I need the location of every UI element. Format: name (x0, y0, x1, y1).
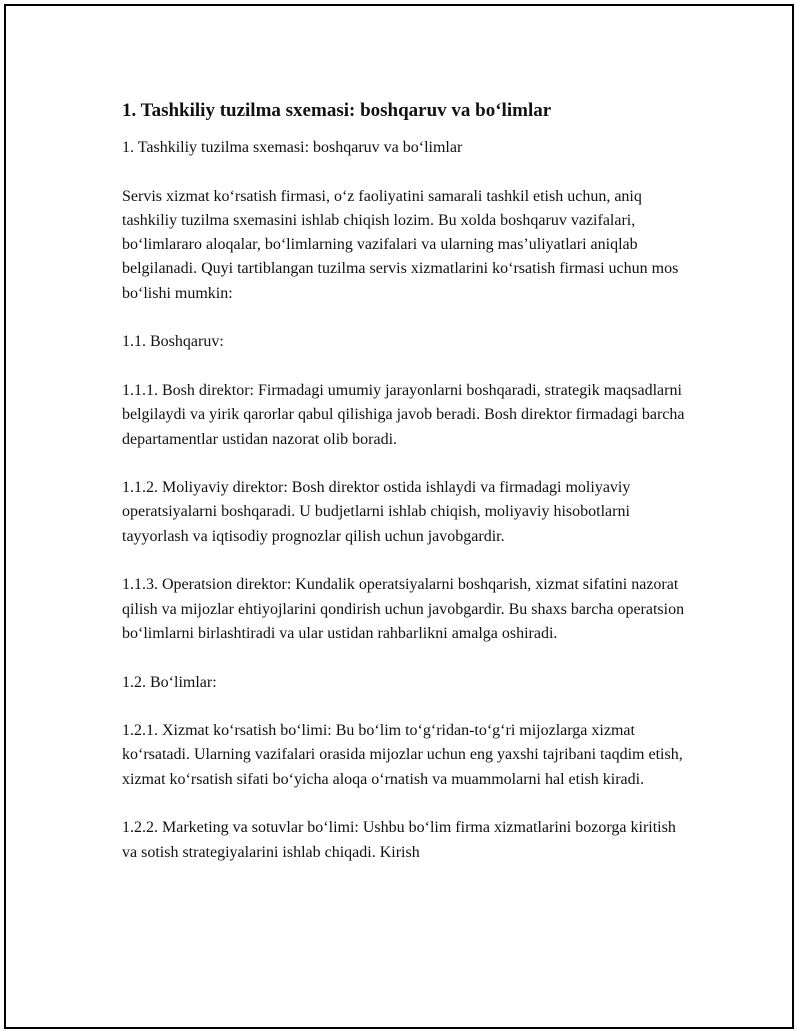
paragraph-bosh-direktor: 1.1.1. Bosh direktor: Firmadagi umumiy jarayonlarni boshqaradi, strategik maqsadlarni belgilaydi va yirik qarorlar qabul qilishiga javob beradi. Bosh direktor firmadagi barcha departamentlar ustidan nazorat olib boradi. (122, 381, 685, 448)
section-heading-boshqaruv: 1.1. Boshqaruv: (122, 333, 224, 351)
section-heading-bolimlar: 1.2. Bo‘limlar: (122, 673, 217, 691)
paragraph-operatsion-direktor: 1.1.3. Operatsion direktor: Kundalik operatsiyalarni boshqarish, xizmat sifatini nazorat qilish va mijozlar ehtiyojlarini qondirish uchun javobgardir. Bu shaxs barcha operatsion bo‘limlarni birlashtiradi va ular ustidan rahbarlikni amalga oshiradi. (122, 576, 685, 642)
paragraph-xizmat-korsatish: 1.2.1. Xizmat ko‘rsatish bo‘limi: Bu bo‘lim to‘g‘ridan-to‘g‘ri mijozlarga xizmat ko‘rsatadi. Ularning vazifalari orasida mijozlar uchun eng yaxshi tajribani taqdim etish, xizmat ko‘rsatish sifati bo‘yicha aloqa o‘rnatish va muammolarni hal etish kiradi. (122, 722, 683, 788)
document-heading: 1. Tashkiliy tuzilma sxemasi: boshqaruv va bo‘limlar (122, 100, 552, 121)
document-body (122, 98, 694, 889)
paragraph-title-repeat: 1. Tashkiliy tuzilma sxemasi: boshqaruv va bo‘limlar (122, 139, 463, 156)
paragraph-marketing: 1.2.2. Marketing va sotuvlar bo‘limi: Ushbu bo‘lim firma xizmatlarini bozorga kiritish va sotish strategiyalarini ishlab chiqadi. Kirish (122, 819, 676, 861)
page-frame (4, 4, 794, 1029)
paragraph-intro: Servis xizmat ko‘rsatish firmasi, o‘z faoliyatini samarali tashkil etish uchun, aniq tashkiliy tuzilma sxemasini ishlab chiqish lozim. Bu xolda boshqaruv vazifalari, bo‘limlararo aloqalar, bo‘limlarning vazifalari va ularning mas’uliyatlari aniqlab belgilanadi. Quyi tartiblangan tuzilma servis xizmatlarini ko‘rsatish firmasi uchun mos bo‘lishi mumkin: (122, 187, 679, 302)
paragraph-moliyaviy-direktor: 1.1.2. Moliyaviy direktor: Bosh direktor ostida ishlaydi va firmadagi moliyaviy operatsiyalarni boshqaradi. U budjetlarni ishlab chiqish, moliyaviy hisobotlarni tayyorlash va iqtisodiy prognozlar qilish uchun javobgardir. (122, 479, 631, 545)
